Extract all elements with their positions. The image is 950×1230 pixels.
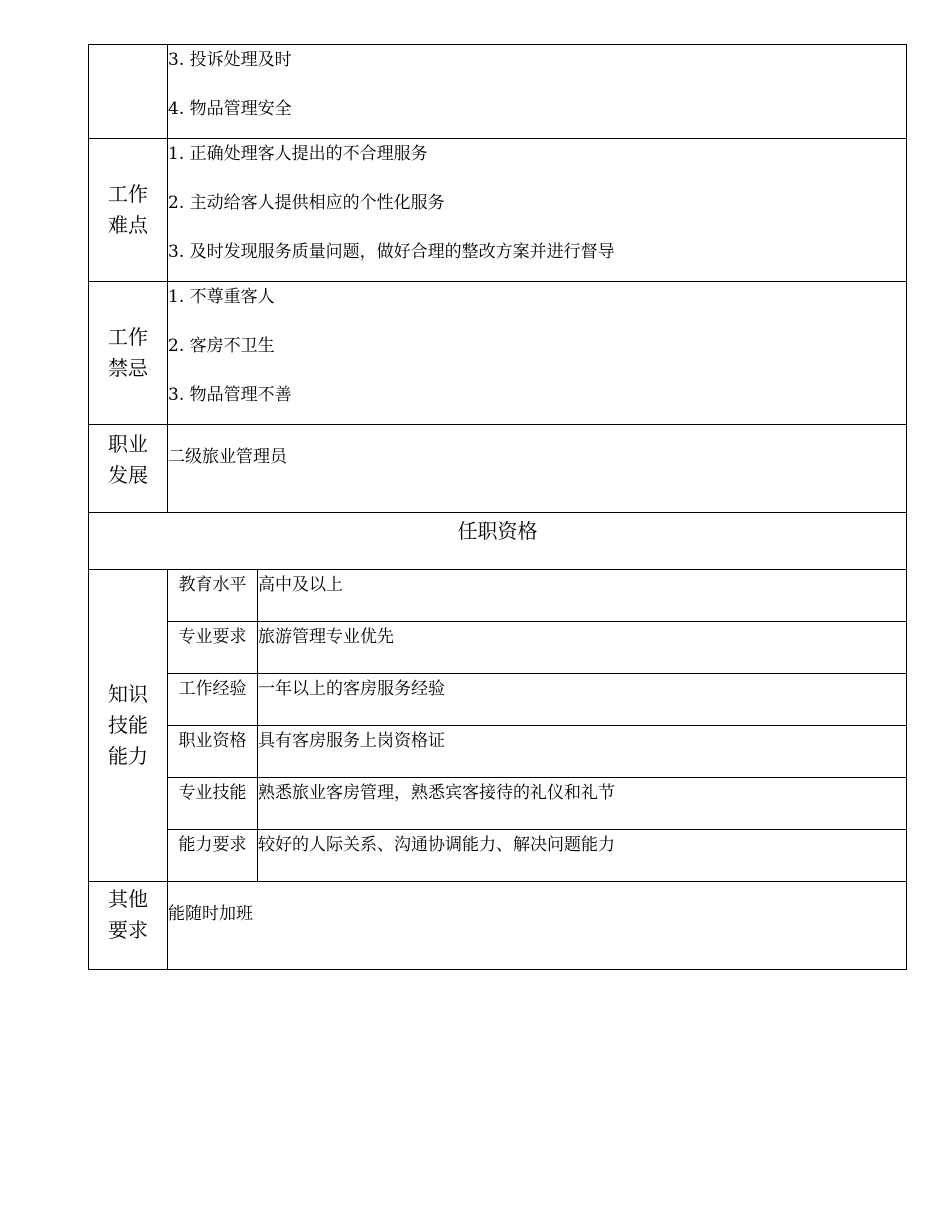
qualification-value: 熟悉旅业客房管理，熟悉宾客接待的礼仪和礼节 [258, 778, 907, 830]
prohibition-item: 2. 客房不卫生 [168, 336, 275, 356]
other-row [89, 882, 907, 970]
continued-content [168, 45, 907, 139]
prohibitions-row [89, 282, 907, 425]
continued-item: 3. 投诉处理及时 [168, 50, 292, 70]
continued-row [89, 45, 907, 139]
other-value: 能随时加班 [168, 904, 253, 924]
qualification-name: 教育水平 [168, 570, 258, 622]
other-label: 其他 要求 [89, 882, 168, 970]
qualifications-content [168, 570, 907, 882]
qualification-value: 高中及以上 [258, 570, 907, 622]
qualification-value: 具有客房服务上岗资格证 [258, 726, 907, 778]
table-row [168, 778, 906, 830]
career-row [89, 425, 907, 513]
difficulties-row [89, 139, 907, 282]
qualification-value: 一年以上的客房服务经验 [258, 674, 907, 726]
continued-item: 4. 物品管理安全 [168, 99, 292, 119]
prohibition-item: 1. 不尊重客人 [168, 287, 275, 307]
qualifications-table [168, 570, 906, 881]
job-description-table [88, 44, 907, 970]
difficulties-label: 工作 难点 [89, 139, 168, 282]
qualification-name: 专业技能 [168, 778, 258, 830]
other-content [168, 882, 907, 970]
qualification-value: 较好的人际关系、沟通协调能力、解决问题能力 [258, 830, 907, 882]
qualification-value: 旅游管理专业优先 [258, 622, 907, 674]
qualifications-label: 知识 技能 能力 [89, 570, 168, 882]
qualification-name: 专业要求 [168, 622, 258, 674]
qualification-name: 工作经验 [168, 674, 258, 726]
career-content [168, 425, 907, 513]
qualification-name: 能力要求 [168, 830, 258, 882]
difficulty-item: 3. 及时发现服务质量问题，做好合理的整改方案并进行督导 [168, 242, 615, 262]
difficulty-item: 1. 正确处理客人提出的不合理服务 [168, 144, 428, 164]
prohibitions-label: 工作 禁忌 [89, 282, 168, 425]
qualifications-row [89, 570, 907, 882]
career-label: 职业 发展 [89, 425, 168, 513]
table-row [168, 674, 906, 726]
table-row [168, 726, 906, 778]
qualification-name: 职业资格 [168, 726, 258, 778]
continued-label-cell [89, 45, 168, 139]
difficulties-content [168, 139, 907, 282]
prohibition-item: 3. 物品管理不善 [168, 385, 292, 405]
career-value: 二级旅业管理员 [168, 447, 287, 467]
prohibitions-content [168, 282, 907, 425]
qualifications-header-row [89, 513, 907, 570]
table-row [168, 570, 906, 622]
difficulty-item: 2. 主动给客人提供相应的个性化服务 [168, 193, 445, 213]
qualifications-header: 任职资格 [89, 513, 907, 570]
table-row [168, 830, 906, 882]
table-row [168, 622, 906, 674]
